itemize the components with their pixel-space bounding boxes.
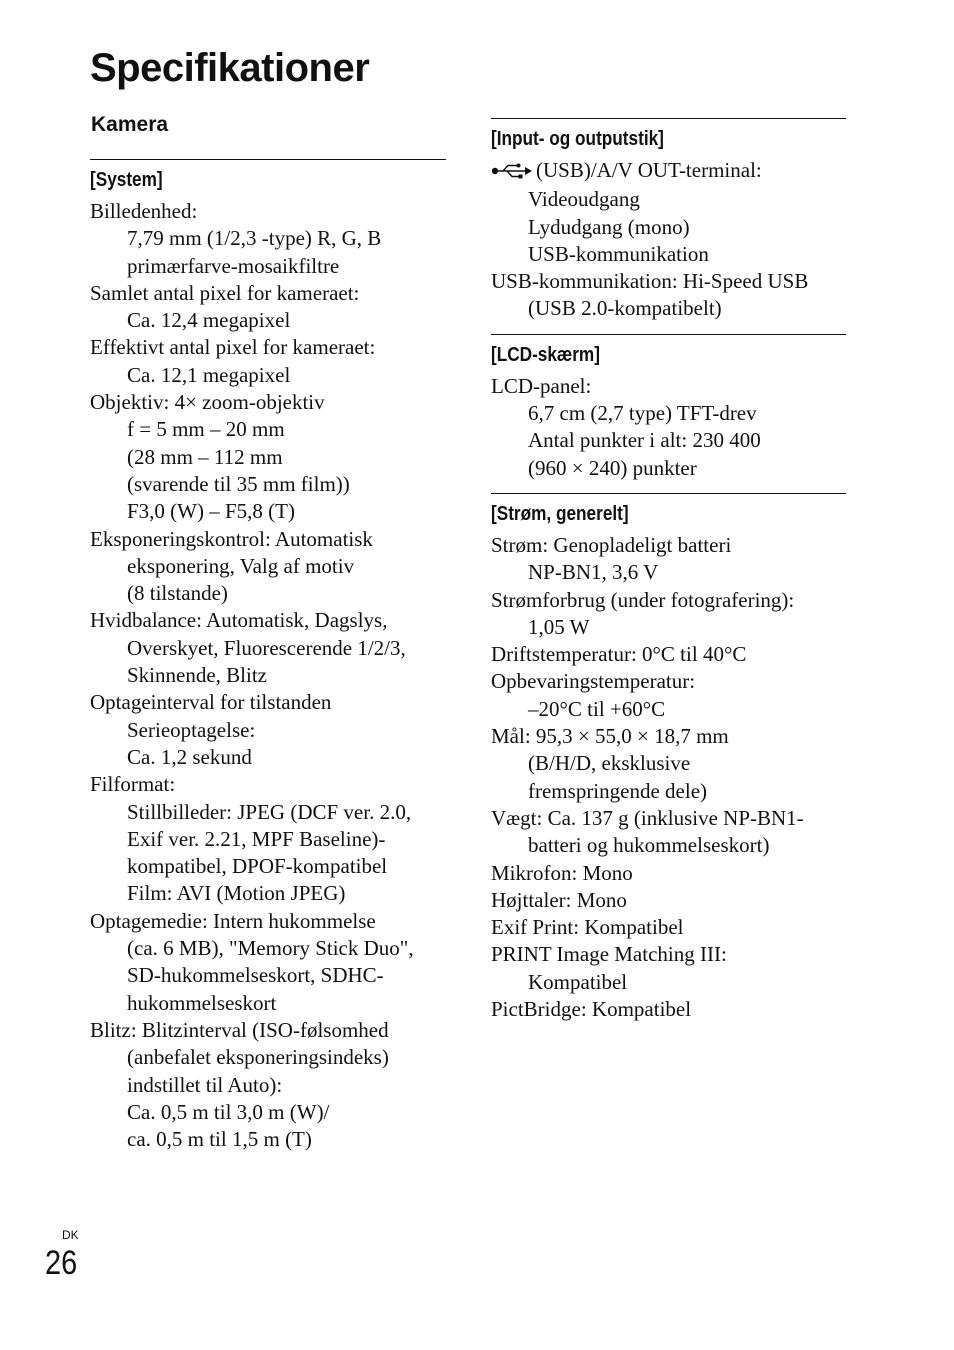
spec-line: [90, 334, 446, 361]
section-heading-system: [System]: [90, 169, 163, 191]
spec-line: [90, 607, 446, 634]
spec-line: [491, 860, 846, 887]
spec-line-text: Film: AVI (Motion JPEG): [127, 881, 346, 906]
left-column: [90, 159, 446, 1164]
spec-line-text: (8 tilstande): [127, 581, 228, 606]
spec-section-system: [90, 159, 446, 1153]
spec-line: [90, 935, 446, 962]
spec-line-text: Driftstemperatur: 0°C til 40°C: [491, 642, 747, 667]
spec-line: [90, 253, 446, 280]
spec-line-text: Strøm: Genopladeligt batteri: [491, 532, 732, 557]
spec-line: [90, 962, 446, 989]
spec-line-text: (ca. 6 MB), "Memory Stick Duo",: [127, 936, 414, 961]
spec-line-text: indstillet til Auto):: [127, 1072, 283, 1097]
spec-line-text: Opbevaringstemperatur:: [491, 669, 696, 694]
spec-line: [491, 241, 846, 268]
spec-line-text: Lydudgang (mono): [528, 214, 690, 239]
spec-line: [90, 580, 446, 607]
spec-line: [491, 427, 846, 454]
spec-line-text: Blitz: Blitzinterval (ISO-følsomhed: [90, 1017, 389, 1042]
spec-line-text: Samlet antal pixel for kameraet:: [90, 280, 360, 305]
spec-line: [90, 771, 446, 798]
spec-line-text: Exif Print: Kompatibel: [491, 915, 684, 940]
spec-section-lcd: [491, 334, 846, 482]
spec-lines-system: [90, 198, 446, 1153]
spec-line-text: SD-hukommelseskort, SDHC-: [127, 963, 384, 988]
spec-line-text: (anbefalet eksponeringsindeks): [127, 1045, 389, 1070]
spec-line: [491, 587, 846, 614]
spec-line: [90, 225, 446, 252]
spec-line-text: LCD-panel:: [491, 373, 592, 398]
spec-line-text: kompatibel, DPOF-kompatibel: [127, 854, 388, 879]
spec-line-text: Kompatibel: [528, 969, 628, 994]
spec-line: [90, 1044, 446, 1071]
spec-line: [90, 416, 446, 443]
spec-line-text: Serieoptagelse:: [127, 717, 256, 742]
spec-section-input-output: [491, 118, 846, 323]
spec-line: [491, 157, 846, 186]
spec-line: [491, 723, 846, 750]
spec-lines-power: [491, 532, 846, 1023]
spec-line: [491, 941, 846, 968]
spec-line: [491, 996, 846, 1023]
spec-line-text: (USB)/A/V OUT-terminal:: [536, 158, 762, 182]
spec-line-text: batteri og hukommelseskort): [528, 833, 770, 858]
spec-line-text: 7,79 mm (1/2,3 -type) R, G, B: [127, 226, 382, 251]
spec-line-text: Hvidbalance: Automatisk, Dagslys,: [90, 608, 388, 633]
spec-line-text: Højttaler: Mono: [491, 887, 627, 912]
spec-line-text: Ca. 12,4 megapixel: [127, 308, 291, 333]
spec-line-text: Exif ver. 2.21, MPF Baseline)-: [127, 826, 386, 851]
spec-line-text: Ca. 1,2 sekund: [127, 744, 252, 769]
spec-line: [491, 295, 846, 322]
section-heading-power: [Strøm, generelt]: [491, 502, 629, 525]
spec-line: [90, 444, 446, 471]
usb-icon: [491, 159, 533, 186]
spec-line-text: Overskyet, Fluorescerende 1/2/3,: [127, 635, 406, 660]
spec-lines-input-output: [491, 157, 846, 323]
spec-line-text: Objektiv: 4× zoom-objektiv: [90, 390, 325, 415]
spec-line: [491, 614, 846, 641]
spec-line: [90, 635, 446, 662]
spec-line-text: (USB 2.0-kompatibelt): [528, 296, 722, 321]
spec-line-text: Mål: 95,3 × 55,0 × 18,7 mm: [491, 724, 729, 749]
spec-line: [491, 969, 846, 996]
spec-line: [90, 307, 446, 334]
spec-line-text: Vægt: Ca. 137 g (inklusive NP-BN1-: [491, 805, 804, 830]
spec-lines-lcd: [491, 373, 846, 482]
spec-line: [491, 750, 846, 777]
spec-line-text: USB-kommunikation: [528, 241, 709, 266]
spec-line-text: ca. 0,5 m til 1,5 m (T): [127, 1127, 312, 1152]
spec-line: [90, 799, 446, 826]
spec-section-power: [491, 493, 846, 1023]
spec-line: [90, 1017, 446, 1044]
spec-line: [90, 553, 446, 580]
right-column: [491, 118, 846, 1034]
spec-line: [90, 717, 446, 744]
spec-line-text: primærfarve-mosaikfiltre: [127, 253, 340, 278]
spec-line: [491, 668, 846, 695]
spec-line-text: Mikrofon: Mono: [491, 860, 633, 885]
spec-line: [90, 826, 446, 853]
spec-line-text: Ca. 0,5 m til 3,0 m (W)/: [127, 1099, 330, 1124]
spec-line-text: Skinnende, Blitz: [127, 663, 267, 688]
spec-line-text: Filformat:: [90, 772, 176, 797]
spec-line-text: PictBridge: Kompatibel: [491, 997, 692, 1022]
spec-line-text: Ca. 12,1 megapixel: [127, 362, 291, 387]
spec-line: [90, 498, 446, 525]
spec-line-text: Antal punkter i alt: 230 400: [528, 428, 761, 453]
spec-line-text: Strømforbrug (under fotografering):: [491, 587, 795, 612]
spec-line: [491, 887, 846, 914]
spec-line: [90, 280, 446, 307]
spec-line-text: Videoudgang: [528, 187, 640, 212]
spec-line-text: (960 × 240) punkter: [528, 455, 697, 480]
spec-line: [491, 805, 846, 832]
section-heading-input-output: [Input- og outputstik]: [491, 128, 664, 150]
spec-line: [491, 559, 846, 586]
spec-line-text: f = 5 mm – 20 mm: [127, 417, 285, 442]
spec-line-text: PRINT Image Matching III:: [491, 942, 727, 967]
spec-line-text: hukommelseskort: [127, 990, 277, 1015]
page-title: Specifikationer: [90, 46, 370, 90]
spec-line: [491, 186, 846, 213]
spec-line: [90, 198, 446, 225]
spec-line: [90, 526, 446, 553]
spec-line-text: Optagemedie: Intern hukommelse: [90, 908, 376, 933]
spec-line-text: F3,0 (W) – F5,8 (T): [127, 499, 295, 524]
spec-line: [90, 662, 446, 689]
spec-line: [491, 532, 846, 559]
spec-line-text: NP-BN1, 3,6 V: [528, 560, 659, 585]
spec-line: [90, 990, 446, 1017]
spec-line: [491, 641, 846, 668]
spec-line: [90, 853, 446, 880]
spec-line: [491, 214, 846, 241]
spec-line: [90, 908, 446, 935]
spec-line: [90, 880, 446, 907]
spec-line: [90, 1126, 446, 1153]
spec-line-text: 1,05 W: [528, 614, 590, 639]
spec-line-text: (28 mm – 112 mm: [127, 444, 283, 469]
spec-line-text: (svarende til 35 mm film)): [127, 471, 350, 496]
spec-line-text: Optageinterval for tilstanden: [90, 690, 332, 715]
spec-line: [90, 362, 446, 389]
spec-line-text: 6,7 cm (2,7 type) TFT-drev: [528, 401, 757, 426]
spec-line-text: fremspringende dele): [528, 778, 708, 803]
spec-line-text: eksponering, Valg af motiv: [127, 553, 355, 578]
section-subheading-camera: Kamera: [91, 113, 169, 136]
spec-line: [491, 778, 846, 805]
spec-line: [491, 400, 846, 427]
spec-line-text: Effektivt antal pixel for kameraet:: [90, 335, 376, 360]
spec-line: [90, 1072, 446, 1099]
spec-line-text: Billedenhed:: [90, 199, 198, 223]
spec-line: [491, 696, 846, 723]
spec-line: [90, 389, 446, 416]
page-number: 26: [45, 1244, 78, 1282]
spec-line-text: (B/H/D, eksklusive: [528, 751, 691, 776]
section-heading-lcd: [LCD-skærm]: [491, 343, 600, 366]
spec-line: [90, 689, 446, 716]
spec-line: [90, 744, 446, 771]
spec-line: [491, 268, 846, 295]
spec-line: [491, 914, 846, 941]
spec-line: [491, 832, 846, 859]
spec-line-text: USB-kommunikation: Hi-Speed USB: [491, 269, 809, 294]
spec-line: [491, 373, 846, 400]
spec-line-text: –20°C til +60°C: [528, 696, 666, 721]
spec-line: [90, 471, 446, 498]
spec-line: [90, 1099, 446, 1126]
region-code: DK: [62, 1228, 79, 1242]
spec-line: [491, 455, 846, 482]
spec-line-text: Eksponeringskontrol: Automatisk: [90, 526, 373, 551]
spec-line-text: Stillbilleder: JPEG (DCF ver. 2.0,: [127, 799, 412, 824]
